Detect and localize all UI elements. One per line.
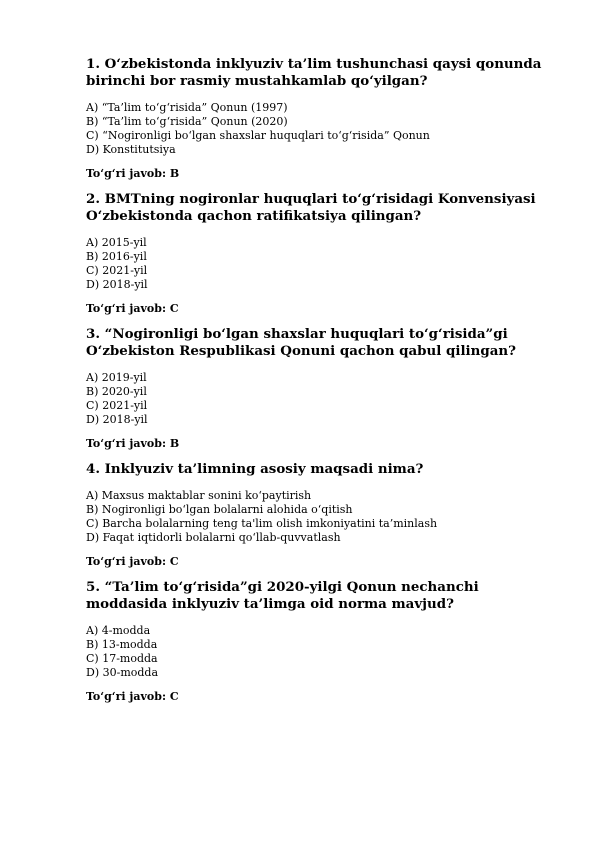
option-d: D) Konstitutsiya — [86, 143, 176, 156]
options-list — [86, 371, 546, 427]
correct-answer: To‘g‘ri javob: C — [86, 690, 179, 703]
option-b: B) 13-modda — [86, 638, 158, 651]
correct-answer: To‘g‘ri javob: C — [86, 302, 179, 315]
option-d: D) 30-modda — [86, 666, 159, 679]
question-3 — [86, 326, 546, 451]
option-b: B) Nogironligi bo‘lgan bolalarni alohida o‘qitish — [86, 503, 353, 516]
question-title: 4. Inklyuziv ta’limning asosiy maqsadi nima? — [86, 461, 424, 477]
option-a: A) 4-modda — [86, 624, 151, 637]
correct-answer: To‘g‘ri javob: B — [86, 167, 180, 180]
question-title: 3. “Nogironligi bo‘lgan shaxslar huquqlari to‘g‘risida”gi O‘zbekiston Respublikasi Qonuni qachon qabul qilingan? — [86, 326, 516, 359]
option-a: A) 2019-yil — [86, 371, 147, 384]
option-c: C) Barcha bolalarning teng ta'lim olish imkoniyatini ta’minlash — [86, 517, 438, 530]
option-c: C) “Nogironligi bo‘lgan shaxslar huquqlari to‘g‘risida” Qonun — [86, 129, 430, 142]
option-a: A) 2015-yil — [86, 236, 147, 249]
option-b: B) “Ta’lim to‘g‘risida” Qonun (2020) — [86, 115, 288, 128]
question-2 — [86, 191, 546, 316]
option-d: D) 2018-yil — [86, 278, 148, 291]
option-d: D) 2018-yil — [86, 413, 148, 426]
question-title: 1. O‘zbekistonda inklyuziv ta’lim tushunchasi qaysi qonunda birinchi bor rasmiy mustahkamlab qo‘yilgan? — [86, 56, 542, 89]
question-title: 2. BMTning nogironlar huquqlari to‘g‘risidagi Konvensiyasi O‘zbekistonda qachon ratifikatsiya qilingan? — [86, 191, 536, 224]
options-list — [86, 236, 546, 292]
options-list — [86, 101, 546, 157]
question-5 — [86, 579, 546, 704]
option-d: D) Faqat iqtidorli bolalarni qo‘llab-quvvatlash — [86, 531, 341, 544]
option-c: C) 2021-yil — [86, 264, 148, 277]
option-b: B) 2016-yil — [86, 250, 147, 263]
question-title: 5. “Ta’lim to‘g‘risida”gi 2020-yilgi Qonun nechanchi moddasida inklyuziv ta’limga oid norma mavjud? — [86, 579, 479, 612]
option-c: C) 17-modda — [86, 652, 158, 665]
option-b: B) 2020-yil — [86, 385, 147, 398]
option-a: A) “Ta’lim to‘g‘risida” Qonun (1997) — [86, 101, 288, 114]
question-4 — [86, 461, 546, 569]
option-c: C) 2021-yil — [86, 399, 148, 412]
options-list — [86, 489, 546, 545]
option-a: A) Maxsus maktablar sonini ko‘paytirish — [86, 489, 312, 502]
correct-answer: To‘g‘ri javob: B — [86, 437, 180, 450]
question-1 — [86, 56, 546, 181]
correct-answer: To‘g‘ri javob: C — [86, 555, 179, 568]
options-list — [86, 624, 546, 680]
